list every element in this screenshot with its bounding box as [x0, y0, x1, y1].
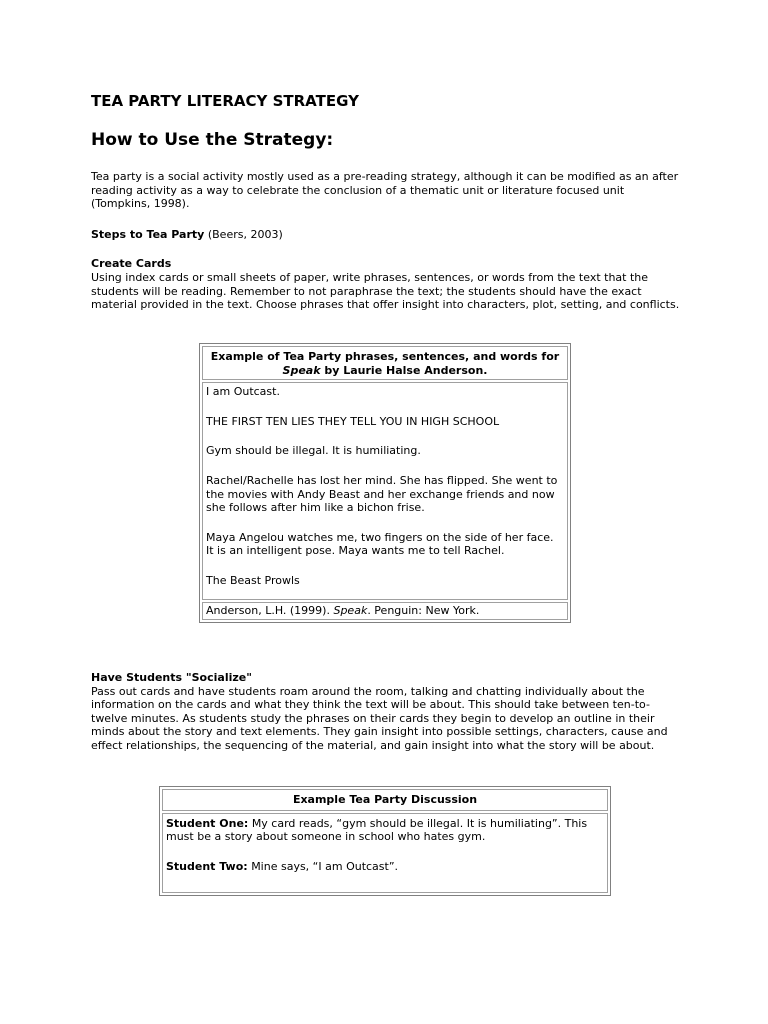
- example-line: The Beast Prowls: [206, 573, 300, 587]
- socialize-heading: Have Students "Socialize": [91, 671, 252, 684]
- discussion-speaker: Student One:: [166, 816, 249, 830]
- discussion-entry: [166, 817, 604, 844]
- discussion-text: Mine says, “I am Outcast”.: [251, 859, 399, 873]
- example-phrases-table: [199, 343, 571, 623]
- discussion-entry: [166, 860, 604, 874]
- steps-line: [91, 228, 681, 242]
- socialize-section: [91, 671, 681, 753]
- reference-prefix: Anderson, L.H. (1999).: [206, 604, 330, 618]
- example-lines-cell: [202, 382, 568, 600]
- discussion-text: My card reads, “gym should be illegal. It is humiliating”. This must be a story about someone in school who hates gym.: [166, 816, 588, 844]
- discussion-speaker: Student Two:: [166, 859, 248, 873]
- example-line: I am Outcast.: [206, 385, 280, 399]
- section-heading: How to Use the Strategy:: [91, 130, 334, 150]
- socialize-paragraph: Pass out cards and have students roam around the room, talking and chatting individually about the information on the cards and what they think the text will be about. This should take between ten-to-twelve minutes. As students study the phrases on their cards they begin to develop an outline in their minds about the story and text elements. They gain insight into possible settings, characters, cause and effect relationships, the sequencing of the material, and gain insight into what the story will be about.: [91, 684, 668, 752]
- example-reference-cell: [202, 602, 568, 620]
- reference-suffix: . Penguin: New York.: [367, 604, 480, 618]
- create-cards-paragraph: Using index cards or small sheets of paper, write phrases, sentences, or words from the text that the students will be reading. Remember to not paraphrase the text; the students should have the exact material provided in the text. Choose phrases that offer insight into characters, plot, setting, and conflicts.: [91, 270, 680, 312]
- discussion-table: [159, 786, 611, 896]
- example-line: Rachel/Rachelle has lost her mind. She has flipped. She went to the movies with Andy Beast and her exchange friends and now she follows after him like a bichon frise.: [206, 473, 558, 515]
- create-cards-heading: Create Cards: [91, 257, 172, 271]
- example-table-header: [202, 346, 568, 380]
- example-header-book: Speak: [282, 363, 321, 377]
- example-header-suffix: by Laurie Halse Anderson.: [324, 363, 488, 377]
- steps-citation: (Beers, 2003): [207, 227, 283, 241]
- document-title: TEA PARTY LITERACY STRATEGY: [91, 92, 359, 110]
- reference-title: Speak: [333, 604, 368, 618]
- example-header-prefix: Example of Tea Party phrases, sentences, and words for: [210, 350, 560, 363]
- example-line: THE FIRST TEN LIES THEY TELL YOU IN HIGH SCHOOL: [206, 414, 500, 428]
- example-line: Maya Angelou watches me, two fingers on the side of her face. It is an intelligent pose. Maya wants me to tell Rachel.: [206, 530, 554, 558]
- steps-label: Steps to Tea Party: [91, 227, 205, 241]
- document-body: [91, 92, 681, 312]
- example-line: Gym should be illegal. It is humiliating.: [206, 444, 421, 458]
- discussion-body-cell: [162, 813, 608, 894]
- discussion-table-header: Example Tea Party Discussion: [162, 789, 608, 811]
- intro-paragraph: Tea party is a social activity mostly used as a pre-reading strategy, although it can be modified as an after reading activity as a way to celebrate the conclusion of a thematic unit or literature focused unit (Tompkins, 1998).: [91, 170, 679, 211]
